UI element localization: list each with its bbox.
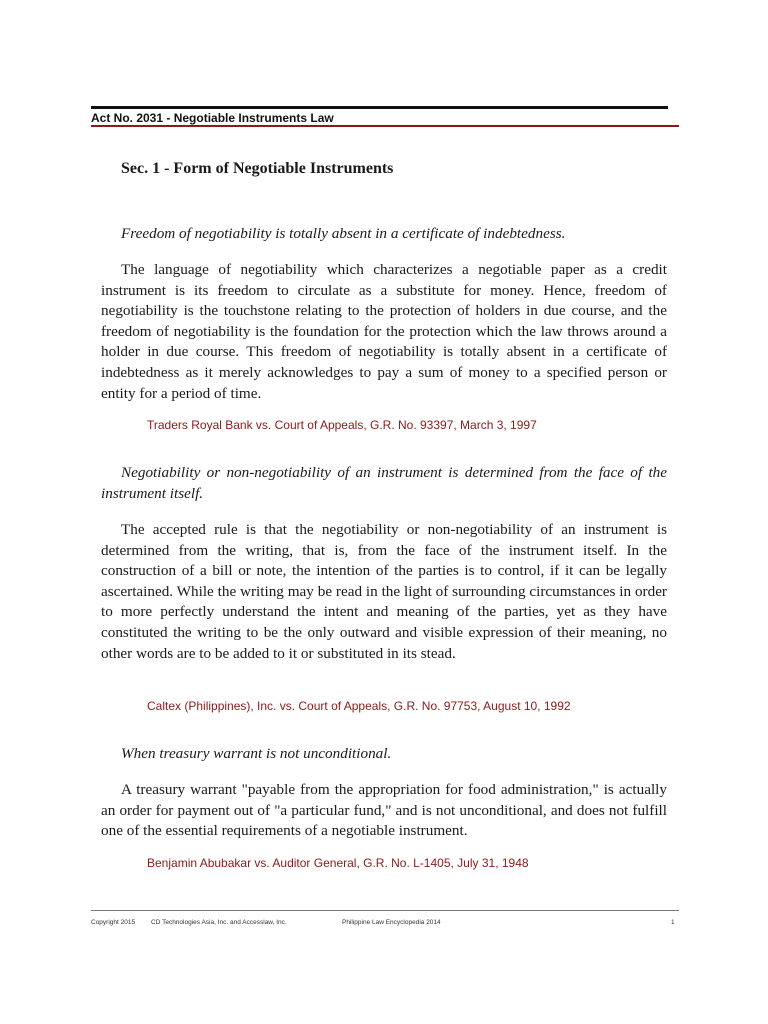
case-citation-1: Traders Royal Bank vs. Court of Appeals, G.R. No. 93397, March 3, 1997 [147,418,537,432]
topic-heading-3: When treasury warrant is not unconditional. [121,745,392,762]
footer-publishers: CD Technologies Asia, Inc. and Accesslaw, Inc. [151,919,287,926]
footer-divider [91,910,679,911]
document-header-title: Act No. 2031 - Negotiable Instruments Law [91,111,334,125]
body-paragraph-3: A treasury warrant "payable from the appropriation for food administration," is actually an order for payment out of "a particular fund," and is not unconditional, and does not fulfill one of the essential requirements of a negotiable instrument. [101,781,667,840]
case-citation-2: Caltex (Philippines), Inc. vs. Court of Appeals, G.R. No. 97753, August 10, 1992 [147,699,571,713]
topic-heading-1: Freedom of negotiability is totally absent in a certificate of indebtedness. [121,225,566,242]
topic-heading-2: Negotiability or non-negotiability of an instrument is determined from the face of the instrument itself. [101,464,667,502]
footer-copyright: Copyright 2015 [91,919,136,926]
header-divider [91,125,679,127]
footer-page-number: 1 [671,919,675,926]
footer-publication: Philippine Law Encyclopedia 2014 [342,919,441,926]
case-citation-3: Benjamin Abubakar vs. Auditor General, G.R. No. L-1405, July 31, 1948 [147,856,529,870]
section-title: Sec. 1 - Form of Negotiable Instruments [121,160,394,177]
header-top-rule [91,106,668,109]
body-paragraph-1: The language of negotiability which characterizes a negotiable paper as a credit instrument is its freedom to circulate as a substitute for money. Hence, freedom of negotiability is the touchstone relating to the protection of holders in due course, and the freedom of negotiability is the foundation for the protection which the law throws around a holder in due course. This freedom of negotiability is totally absent in a certificate of indebtedness as it merely acknowledges to pay a sum of money to a specified person or entity for a period of time. [101,261,667,402]
body-paragraph-2: The accepted rule is that the negotiability or non-negotiability of an instrument is determined from the writing, that is, from the face of the instrument itself. In the construction of a bill or note, the intention of the parties is to control, if it can be legally ascertained. While the writing may be read in the light of surrounding circumstances in order to more perfectly understand the intent and meaning of the parties, yet as they have constituted the writing to be the only outward and visible expression of their meaning, no other words are to be added to it or substituted in its stead. [101,521,667,662]
